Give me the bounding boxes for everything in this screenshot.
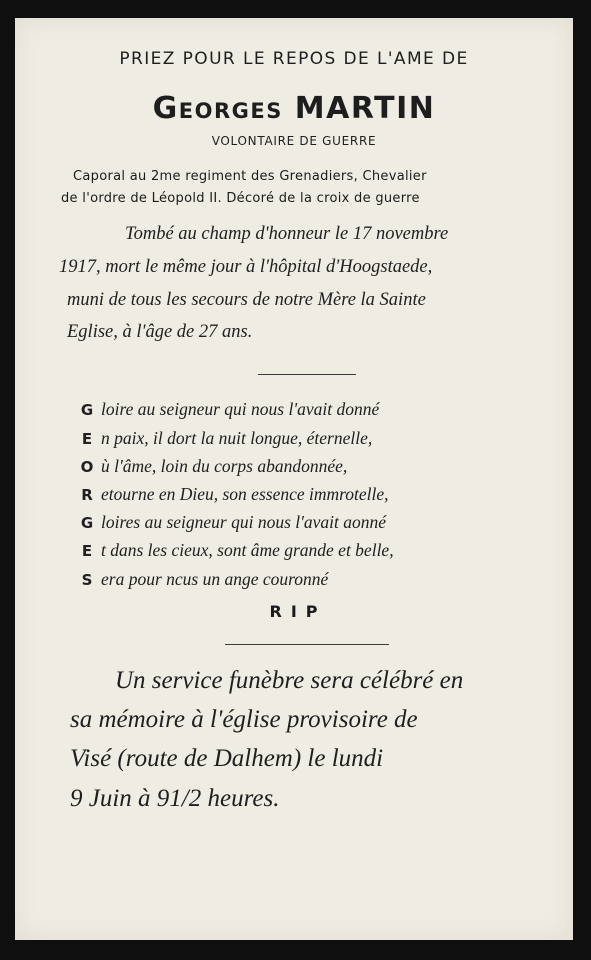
paragraph-line-3: muni de tous les secours de notre Mère la Sainte <box>67 290 426 310</box>
service-line-3: Visé (route de Dalhem) le lundi <box>70 745 384 772</box>
memorial-card <box>15 18 573 940</box>
poem-text: loires au seigneur qui nous l'avait aonné <box>101 512 387 532</box>
poem-initial: E <box>81 430 93 448</box>
poem-initial: G <box>80 401 94 419</box>
poem-text: ù l'âme, loin du corps abandonnée, <box>101 456 348 476</box>
paragraph-line-1: Tombé au champ d'honneur le 17 novembre <box>125 224 449 244</box>
poem-line <box>77 569 328 590</box>
poem-initial: E <box>81 542 93 560</box>
poem-line <box>77 484 389 505</box>
divider-bottom <box>225 644 389 645</box>
poem-line <box>77 512 386 533</box>
poem-text: n paix, il dort la nuit longue, éternelle, <box>101 428 373 448</box>
poem-line <box>77 428 372 449</box>
poem-initial: R <box>81 486 93 504</box>
poem-line <box>77 399 379 420</box>
prayer-heading: PRIEZ POUR LE REPOS DE L'AME DE <box>119 49 469 69</box>
rip-label: RIP <box>269 602 327 621</box>
divider-top <box>258 374 356 375</box>
poem-text: etourne en Dieu, son essence immrotelle, <box>101 484 389 504</box>
poem-text: loire au seigneur qui nous l'avait donné <box>101 399 380 419</box>
paragraph-line-2: 1917, mort le même jour à l'hôpital d'Hoogstaede, <box>59 257 433 277</box>
deceased-name: Georges MARTIN <box>152 91 436 126</box>
service-line-1: Un service funèbre sera célébré en <box>115 667 464 694</box>
honors-line-1: Caporal au 2me regiment des Grenadiers, Chevalier <box>73 169 427 184</box>
poem-initial: O <box>80 458 94 476</box>
deceased-role: VOLONTAIRE DE GUERRE <box>211 134 377 148</box>
service-line-4: 9 Juin à 91/2 heures. <box>70 785 280 812</box>
service-line-2: sa mémoire à l'église provisoire de <box>70 706 418 733</box>
honors-line-2: de l'ordre de Léopold II. Décoré de la croix de guerre <box>61 191 420 206</box>
poem-text: t dans les cieux, sont âme grande et belle, <box>101 540 394 560</box>
poem-initial: G <box>80 514 94 532</box>
poem-initial: S <box>81 571 93 589</box>
paragraph-line-4: Eglise, à l'âge de 27 ans. <box>67 322 253 342</box>
poem-line <box>77 540 394 561</box>
poem-text: era pour ncus un ange couronné <box>101 569 329 589</box>
poem-line <box>77 456 347 477</box>
